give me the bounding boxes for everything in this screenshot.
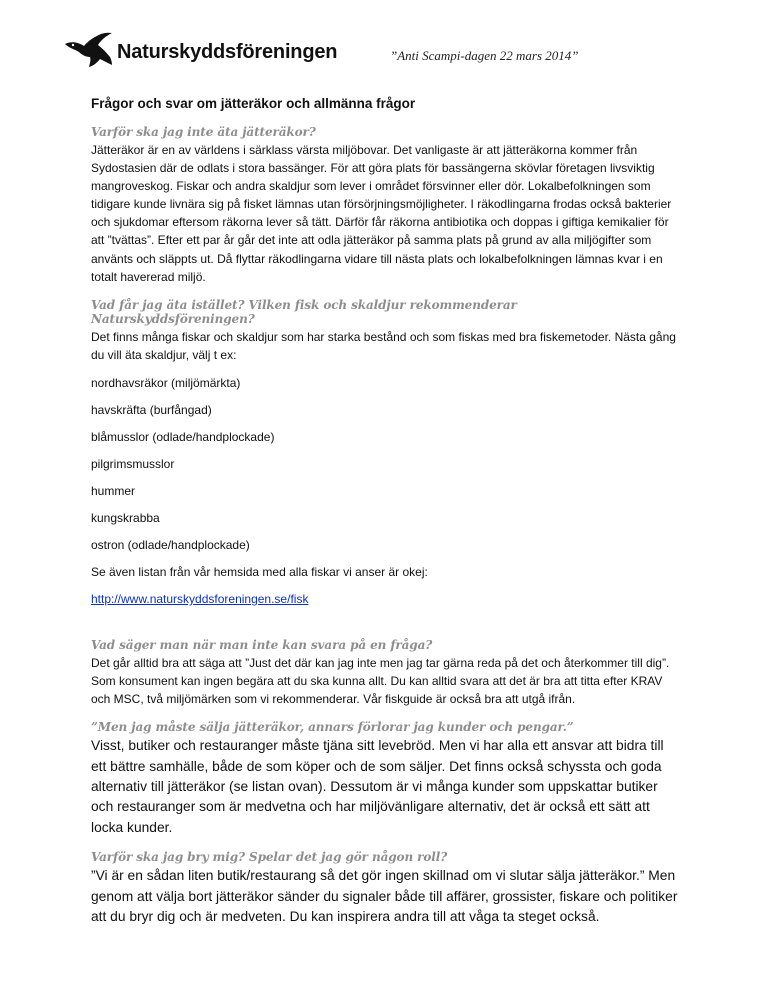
page-header (64, 30, 704, 74)
logo-wordmark: Naturskyddsföreningen (117, 40, 338, 63)
section-text: ”Vi är en sådan liten butik/restaurang så det gör ingen skillnad om vi slutar sälja jätteräkor.” Men genom att välja bort jätteräkor sänder du signaler både till affärer, grossister, fiskare och politiker att du bryr dig och är medveten. Du kan inspirera andra till att våga ta steget också. (91, 868, 678, 925)
section-heading: ”Men jag måste sälja jätteräkor, annars förlorar jag kunder och pengar.” (91, 720, 574, 735)
document-body (91, 96, 681, 934)
event-date: ”Anti Scampi-dagen 22 mars 2014” (390, 48, 579, 63)
organization-logo (64, 30, 337, 70)
section-text: Det går alltid bra att säga att ”Just det där kan jag inte men jag tar gärna reda på det och återkommer till dig”. Som konsument kan ingen begära att du ska kunna allt. Du kan alltid svara att det är bra att titta efter KRAV och MSC, två miljömärken som vi rekommenderar. Vår fiskguide är också bra att utgå ifrån. (91, 655, 670, 707)
section-heading: Vad får jag äta istället? Vilken fisk och skaldjur rekommenderar Naturskyddsföreningen? (91, 297, 517, 326)
bird-logo-icon (64, 32, 114, 68)
section-heading: Varför ska jag bry mig? Spelar det jag gör någon roll? (91, 850, 448, 865)
list-item: blåmusslor (odlade/handplockade) (91, 429, 275, 444)
section-heading: Varför ska jag inte äta jätteräkor? (91, 125, 316, 139)
section-text: Jätteräkor är en av världens i särklass värsta miljöbovar. Det vanligaste är att jätteräkorna kommer från Sydostasien där de odlats i stora bassänger. För att göra plats för bassängerna skövlar företagen livsviktig mangroveskog. Fiskar och andra skaldjur som lever i området försvinner eller dör. Lokalbefolkningen som tidigare kunde livnära sig på fisket lämnas utan försörjningsmöjligheter. I räkodlingarna frodas också bakterier och sjukdomar eftersom räkorna lever så tätt. Därför får räkorna antibiotika och doppas i giftiga kemikalier för att ”tvättas”. Efter ett par år går det inte att odla jätteräkor på samma plats på grund av alla miljögifter som använts och släppts ut. Då flyttar räkodlingarna vidare till nästa plats och lokalbefolkningen lämnas kvar i en totalt havererad miljö. (91, 143, 672, 284)
section-heading: Vad säger man när man inte kan svara på en fråga? (91, 637, 433, 652)
list-item: pilgrimsmusslor (91, 456, 175, 471)
see-also-text: Se även listan från vår hemsida med alla fiskar vi anser är okej: (91, 564, 428, 579)
list-item: kungskrabba (91, 510, 160, 525)
list-item: hummer (91, 483, 136, 498)
section-text: Visst, butiker och restauranger måste tjäna sitt levebröd. Men vi har alla ett ansvar att bidra till ett bättre samhälle, både de som köper och de som säljer. Det finns också schyssta och goda alternativ till jätteräkor (se listan ovan). Dessutom är vi många kunder som uppskattar butiker och restauranger som är medvetna och har miljövänligare alternativ, det är också ett sätt att locka kunder. (91, 738, 664, 835)
document-title: Frågor och svar om jätteräkor och allmänna frågor (91, 96, 416, 111)
list-item: ostron (odlade/handplockade) (91, 537, 250, 552)
list-item: nordhavsräkor (miljömärkta) (91, 375, 241, 390)
list-item: havskräfta (burfångad) (91, 402, 212, 417)
section-text: Det finns många fiskar och skaldjur som har starka bestånd och som fiskas med bra fiskemetoder. Nästa gång du vill äta skaldjur, välj t ex: (91, 329, 676, 362)
fish-guide-link[interactable]: http://www.naturskyddsforeningen.se/fisk (91, 591, 309, 606)
